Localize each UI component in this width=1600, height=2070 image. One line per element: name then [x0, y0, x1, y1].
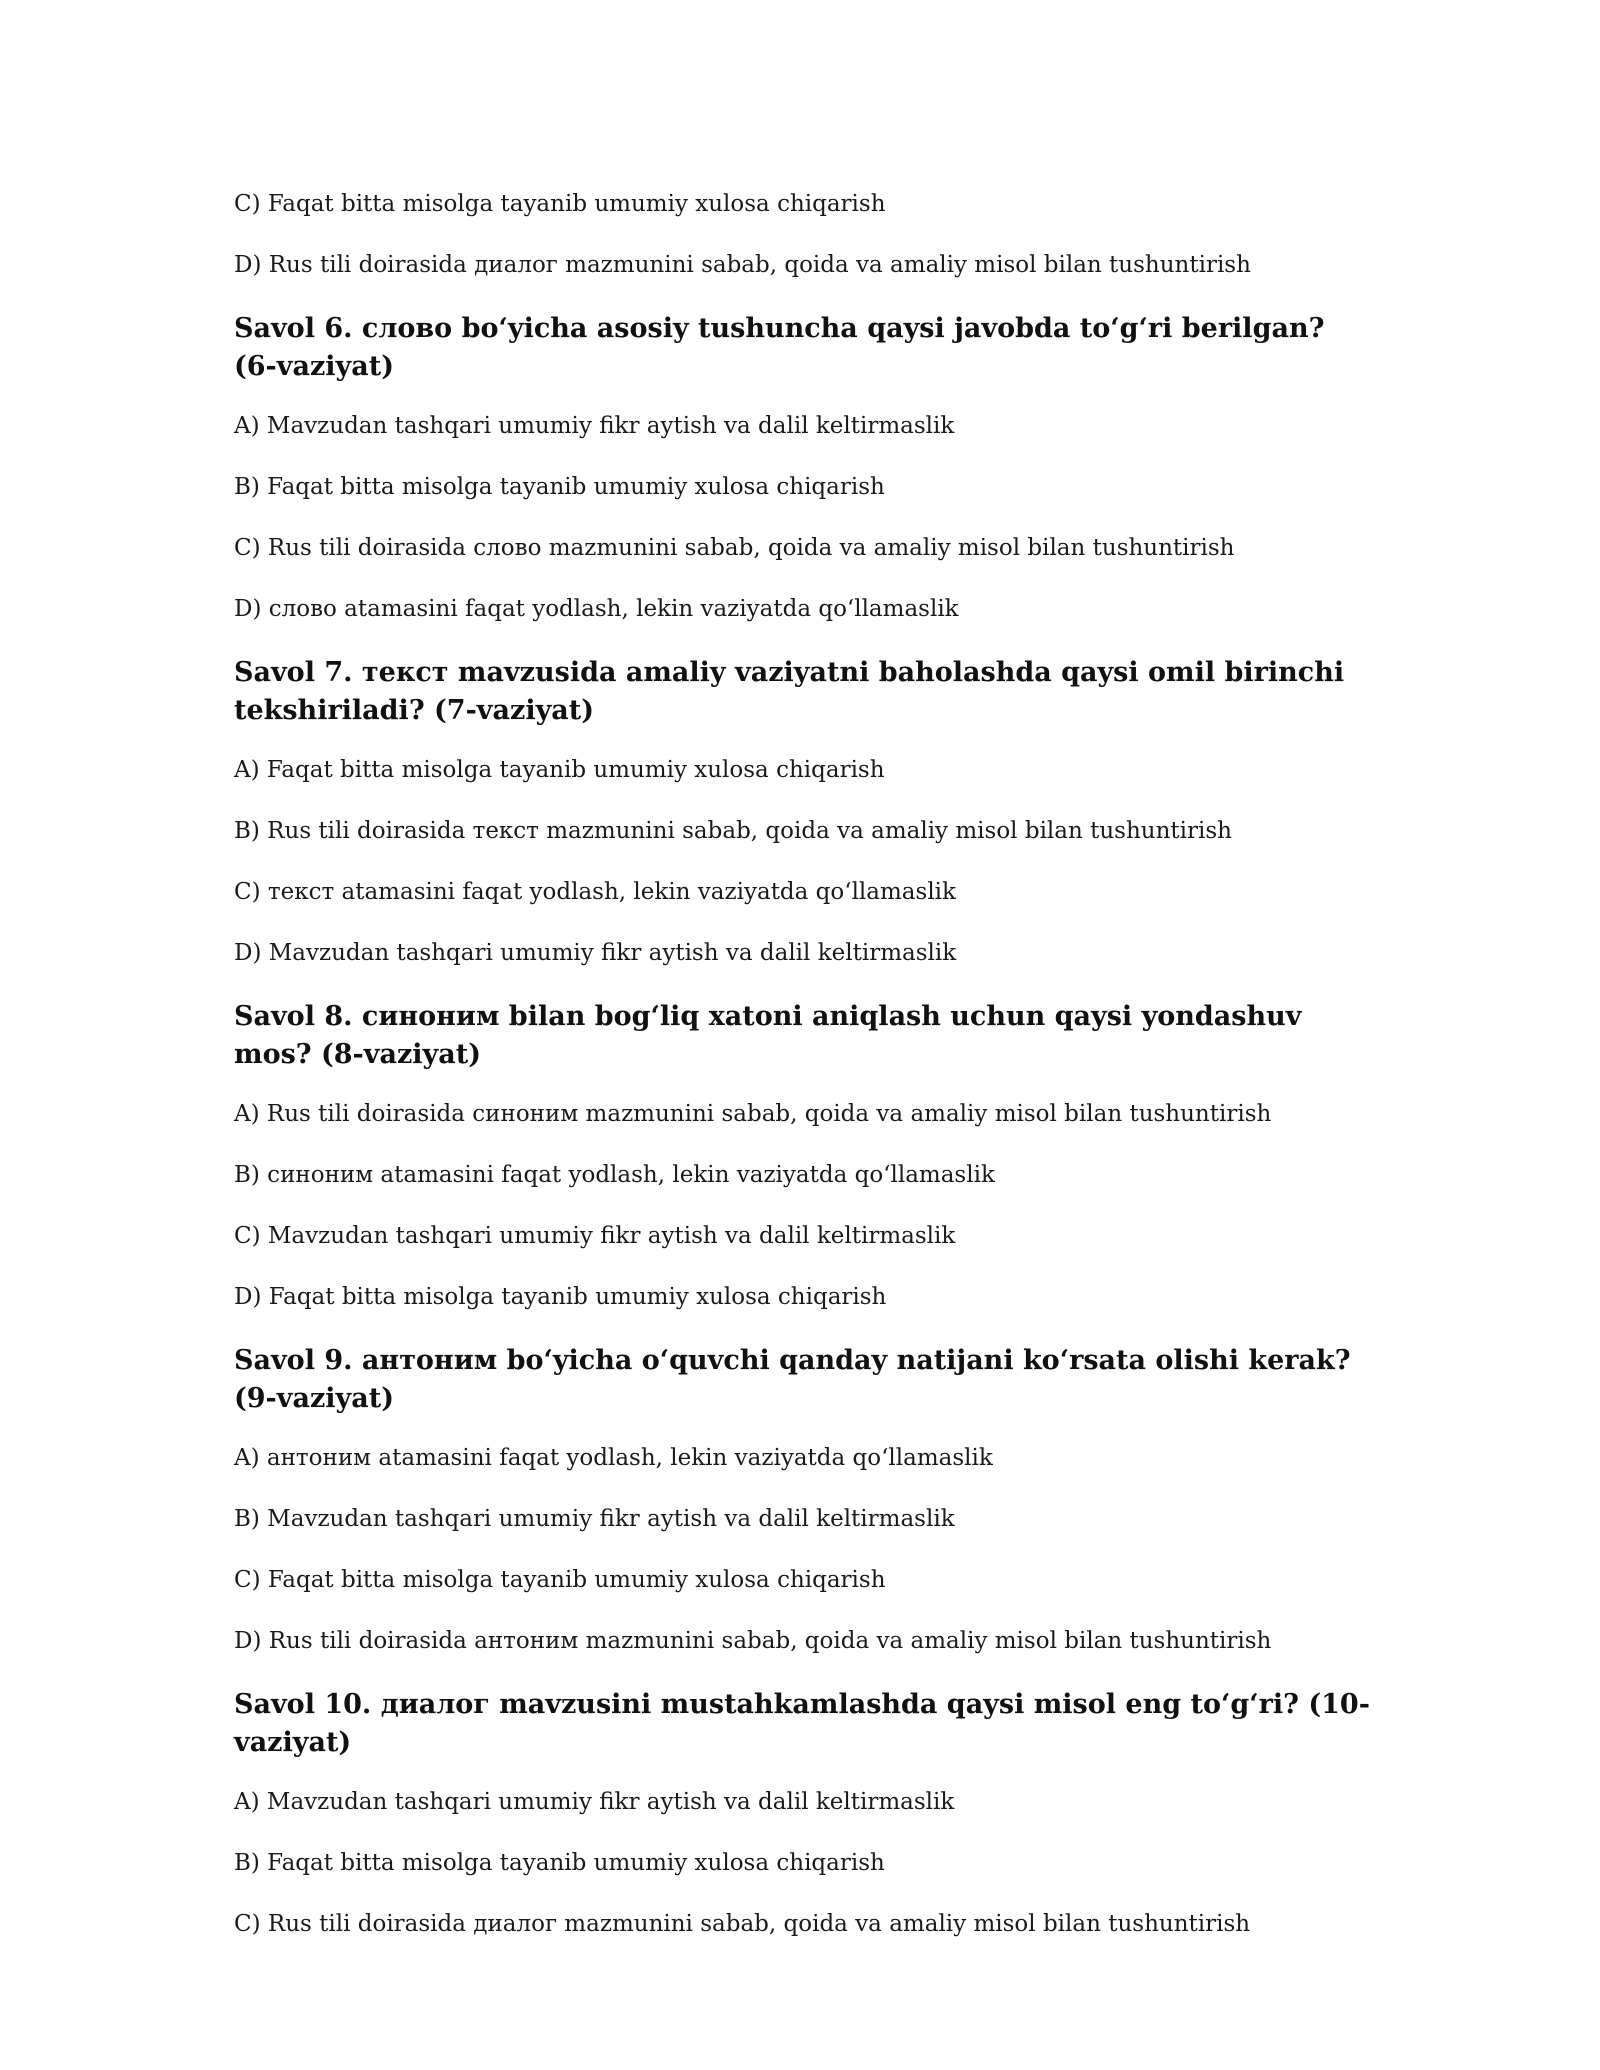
question-heading: Savol 9. антоним bo‘yicha o‘quvchi qanday natijani ko‘rsata olishi kerak? (9-vaziyat) — [234, 1345, 1351, 1414]
answer-option: C) Faqat bitta misolga tayanib umumiy xulosa chiqarish — [234, 1567, 886, 1593]
answer-option: C) Faqat bitta misolga tayanib umumiy xulosa chiqarish — [234, 191, 886, 217]
answer-option: C) Rus tili doirasida диалог mazmunini sabab, qoida va amaliy misol bilan tushuntirish — [234, 1911, 1251, 1937]
answer-option: B) Mavzudan tashqari umumiy fikr aytish va dalil keltirmaslik — [234, 1506, 955, 1532]
question-heading: Savol 7. текст mavzusida amaliy vaziyatni baholashda qaysi omil birinchi tekshiriladi? (7-vaziyat) — [234, 657, 1345, 726]
answer-option: A) Mavzudan tashqari umumiy fikr aytish va dalil keltirmaslik — [234, 413, 955, 439]
question-heading: Savol 10. диалог mavzusini mustahkamlashda qaysi misol eng to‘g‘ri? (10-vaziyat) — [234, 1689, 1370, 1758]
document-page — [234, 188, 1374, 1969]
answer-option: A) Mavzudan tashqari umumiy fikr aytish va dalil keltirmaslik — [234, 1789, 955, 1815]
question-heading: Savol 8. синоним bilan bog‘liq xatoni aniqlash uchun qaysi yondashuv mos? (8-vaziyat) — [234, 1001, 1302, 1070]
answer-option: A) антоним atamasini faqat yodlash, lekin vaziyatda qo‘llamaslik — [234, 1445, 993, 1471]
answer-option: A) Faqat bitta misolga tayanib umumiy xulosa chiqarish — [234, 757, 885, 783]
answer-option: B) синоним atamasini faqat yodlash, lekin vaziyatda qo‘llamaslik — [234, 1162, 995, 1188]
answer-option: B) Faqat bitta misolga tayanib umumiy xulosa chiqarish — [234, 474, 885, 500]
answer-option: A) Rus tili doirasida синоним mazmunini sabab, qoida va amaliy misol bilan tushuntirish — [234, 1101, 1272, 1127]
answer-option: D) Faqat bitta misolga tayanib umumiy xulosa chiqarish — [234, 1284, 887, 1310]
answer-option: D) Rus tili doirasida антоним mazmunini sabab, qoida va amaliy misol bilan tushuntirish — [234, 1628, 1272, 1654]
answer-option: D) слово atamasini faqat yodlash, lekin vaziyatda qo‘llamaslik — [234, 596, 959, 622]
answer-option: C) текст atamasini faqat yodlash, lekin vaziyatda qo‘llamaslik — [234, 879, 956, 905]
answer-option: C) Mavzudan tashqari umumiy fikr aytish va dalil keltirmaslik — [234, 1223, 956, 1249]
answer-option: D) Mavzudan tashqari umumiy fikr aytish va dalil keltirmaslik — [234, 940, 957, 966]
answer-option: B) Faqat bitta misolga tayanib umumiy xulosa chiqarish — [234, 1850, 885, 1876]
question-heading: Savol 6. слово bo‘yicha asosiy tushuncha qaysi javobda to‘g‘ri berilgan? (6-vaziyat) — [234, 313, 1325, 382]
answer-option: D) Rus tili doirasida диалог mazmunini sabab, qoida va amaliy misol bilan tushuntirish — [234, 252, 1251, 278]
answer-option: C) Rus tili doirasida слово mazmunini sabab, qoida va amaliy misol bilan tushuntirish — [234, 535, 1235, 561]
answer-option: B) Rus tili doirasida текст mazmunini sabab, qoida va amaliy misol bilan tushuntirish — [234, 818, 1232, 844]
